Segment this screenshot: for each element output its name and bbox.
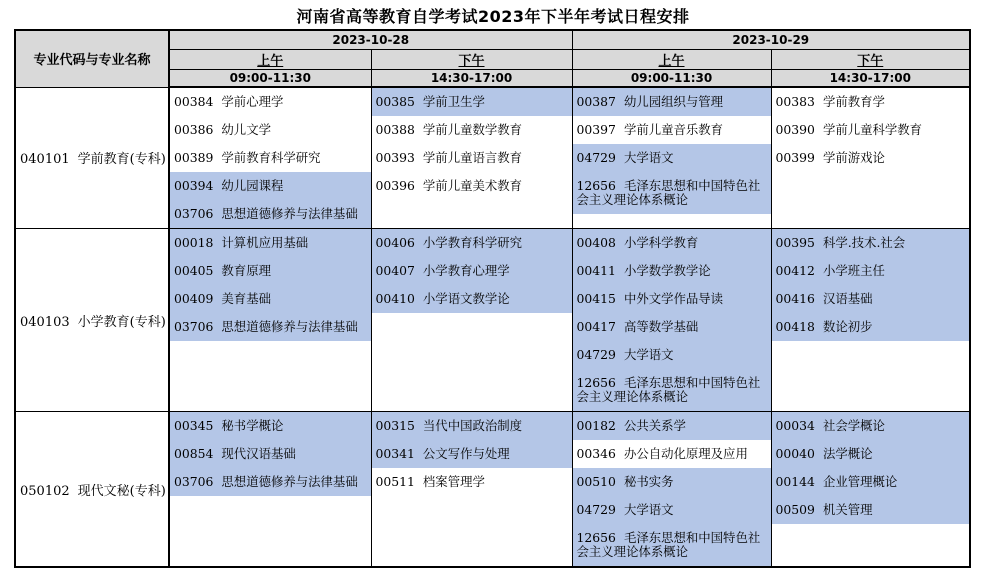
course-item <box>772 257 970 285</box>
course-code: 00854 <box>174 446 214 461</box>
major-name: 学前教育(专科) <box>77 152 166 168</box>
course-code: 00409 <box>174 291 214 306</box>
course-item <box>170 88 371 116</box>
course-item <box>573 369 771 411</box>
course-name: 办公自动化原理及应用 <box>623 446 748 461</box>
course-name: 幼儿文学 <box>221 122 271 137</box>
course-item <box>170 229 371 257</box>
course-code: 00395 <box>775 235 815 250</box>
course-code: 00410 <box>375 291 415 306</box>
course-code: 00405 <box>174 263 214 278</box>
course-item <box>170 412 371 440</box>
course-code: 00388 <box>375 122 415 137</box>
course-item <box>772 313 970 341</box>
time-header-day2-am: 09:00-11:30 <box>572 69 771 87</box>
course-item <box>573 257 771 285</box>
course-item <box>573 412 771 440</box>
course-item <box>170 257 371 285</box>
table-header <box>15 30 970 87</box>
course-name: 小学班主任 <box>822 263 885 278</box>
session-cell-day1-pm <box>371 412 572 568</box>
course-code: 03706 <box>174 319 214 334</box>
course-name: 学前卫生学 <box>422 94 485 109</box>
course-name: 小学教育心理学 <box>422 263 510 278</box>
course-item <box>573 88 771 116</box>
course-code: 00018 <box>174 235 214 250</box>
course-name: 毛泽东思想和中国特色社会主义理论体系概论 <box>576 375 761 404</box>
session-cell-day2-am <box>572 87 771 229</box>
course-code: 00510 <box>576 474 616 489</box>
course-name: 公文写作与处理 <box>422 446 510 461</box>
major-label <box>15 87 169 229</box>
session-cell-day2-pm <box>771 229 970 412</box>
session-cell-day1-am <box>169 87 371 229</box>
course-item <box>170 172 371 200</box>
course-name: 大学语文 <box>623 502 674 517</box>
course-name: 幼儿园课程 <box>221 178 284 193</box>
course-code: 00411 <box>576 263 616 278</box>
course-name: 档案管理学 <box>422 474 485 489</box>
course-code: 00315 <box>375 418 415 433</box>
course-item <box>170 440 371 468</box>
course-item <box>573 144 771 172</box>
course-name: 企业管理概论 <box>822 474 898 489</box>
course-item <box>772 412 970 440</box>
course-item <box>573 524 771 566</box>
course-name: 秘书学概论 <box>221 418 284 433</box>
course-item <box>372 468 572 496</box>
session-cell-day2-pm <box>771 87 970 229</box>
course-item <box>573 341 771 369</box>
course-name: 学前儿童音乐教育 <box>623 122 724 137</box>
course-code: 00399 <box>775 150 815 165</box>
page-title: 河南省高等教育自学考试2023年下半年考试日程安排 <box>296 7 690 26</box>
major-code: 040101 <box>20 152 70 168</box>
course-name: 大学语文 <box>623 150 674 165</box>
course-name: 大学语文 <box>623 347 674 362</box>
course-item <box>372 88 572 116</box>
date-header-day1: 2023-10-28 <box>169 30 572 49</box>
course-name: 小学科学教育 <box>623 235 699 250</box>
course-code: 00394 <box>174 178 214 193</box>
course-item <box>372 257 572 285</box>
course-item <box>573 285 771 313</box>
period-header-day2-pm: 下午 <box>771 49 970 69</box>
course-name: 小学教育科学研究 <box>422 235 523 250</box>
period-header-day2-am: 上午 <box>572 49 771 69</box>
course-code: 00416 <box>775 291 815 306</box>
course-code: 00346 <box>576 446 616 461</box>
course-item <box>772 440 970 468</box>
course-item <box>372 285 572 313</box>
course-item <box>372 440 572 468</box>
course-item <box>573 468 771 496</box>
course-code: 12656 <box>576 530 616 545</box>
course-item <box>372 172 572 200</box>
course-name: 学前儿童语言教育 <box>422 150 523 165</box>
course-code: 00509 <box>775 502 815 517</box>
course-code: 00389 <box>174 150 214 165</box>
course-item <box>573 229 771 257</box>
course-item <box>772 285 970 313</box>
course-code: 12656 <box>576 375 616 390</box>
course-name: 高等数学基础 <box>623 319 699 334</box>
course-item <box>170 468 371 496</box>
course-name: 学前儿童数学教育 <box>422 122 523 137</box>
session-cell-day1-am <box>169 229 371 412</box>
course-item <box>772 116 970 144</box>
date-header-day2: 2023-10-29 <box>572 30 970 49</box>
session-cell-day2-am <box>572 412 771 568</box>
course-name: 学前游戏论 <box>822 150 885 165</box>
course-code: 12656 <box>576 178 616 193</box>
course-item <box>573 440 771 468</box>
course-code: 00034 <box>775 418 815 433</box>
course-code: 04729 <box>576 347 616 362</box>
course-code: 00341 <box>375 446 415 461</box>
course-code: 00385 <box>375 94 415 109</box>
course-code: 00182 <box>576 418 616 433</box>
session-cell-day1-am <box>169 412 371 568</box>
course-item <box>170 200 371 228</box>
course-name: 社会学概论 <box>822 418 885 433</box>
table-row <box>15 87 970 229</box>
course-code: 00412 <box>775 263 815 278</box>
course-name: 计算机应用基础 <box>221 235 309 250</box>
major-code: 040103 <box>20 314 70 330</box>
course-name: 小学语文教学论 <box>422 291 510 306</box>
course-name: 思想道德修养与法律基础 <box>221 206 358 221</box>
course-code: 00393 <box>375 150 415 165</box>
schedule-body <box>15 87 970 567</box>
course-item <box>772 229 970 257</box>
session-cell-day1-pm <box>371 87 572 229</box>
course-name: 思想道德修养与法律基础 <box>221 319 358 334</box>
course-item <box>372 116 572 144</box>
course-code: 00406 <box>375 235 415 250</box>
course-item <box>372 412 572 440</box>
course-name: 学前儿童美术教育 <box>422 178 523 193</box>
course-code: 00417 <box>576 319 616 334</box>
course-code: 00397 <box>576 122 616 137</box>
course-code: 00511 <box>375 474 415 489</box>
course-item <box>372 229 572 257</box>
table-row <box>15 229 970 412</box>
course-name: 毛泽东思想和中国特色社会主义理论体系概论 <box>576 178 761 207</box>
course-item <box>170 285 371 313</box>
course-code: 00418 <box>775 319 815 334</box>
course-name: 当代中国政治制度 <box>422 418 523 433</box>
course-code: 00144 <box>775 474 815 489</box>
course-code: 00387 <box>576 94 616 109</box>
course-code: 00386 <box>174 122 214 137</box>
course-item <box>573 172 771 214</box>
course-item <box>170 116 371 144</box>
course-item <box>573 313 771 341</box>
course-item <box>772 144 970 172</box>
time-header-day1-am: 09:00-11:30 <box>169 69 371 87</box>
course-item <box>372 144 572 172</box>
course-name: 教育原理 <box>221 263 271 278</box>
course-name: 学前教育科学研究 <box>221 150 321 165</box>
session-cell-day1-pm <box>371 229 572 412</box>
course-item <box>573 496 771 524</box>
course-item <box>772 496 970 524</box>
course-name: 学前教育学 <box>822 94 885 109</box>
course-item <box>573 116 771 144</box>
course-item <box>170 144 371 172</box>
corner-header: 专业代码与专业名称 <box>15 30 169 87</box>
course-item <box>772 468 970 496</box>
exam-schedule-table <box>14 29 971 568</box>
course-code: 00396 <box>375 178 415 193</box>
course-name: 学前儿童科学教育 <box>822 122 923 137</box>
course-code: 04729 <box>576 502 616 517</box>
course-name: 公共关系学 <box>623 418 686 433</box>
period-header-day1-am: 上午 <box>169 49 371 69</box>
course-name: 现代汉语基础 <box>221 446 296 461</box>
session-cell-day2-pm <box>771 412 970 568</box>
table-row <box>15 412 970 568</box>
session-cell-day2-am <box>572 229 771 412</box>
course-code: 03706 <box>174 206 214 221</box>
course-code: 00390 <box>775 122 815 137</box>
course-name: 美育基础 <box>221 291 271 306</box>
course-name: 机关管理 <box>822 502 873 517</box>
course-code: 00040 <box>775 446 815 461</box>
course-name: 科学.技术.社会 <box>822 235 906 250</box>
course-code: 04729 <box>576 150 616 165</box>
course-name: 毛泽东思想和中国特色社会主义理论体系概论 <box>576 530 761 559</box>
course-code: 03706 <box>174 474 214 489</box>
major-code: 050102 <box>20 483 70 499</box>
course-name: 数论初步 <box>822 319 873 334</box>
course-item <box>772 88 970 116</box>
major-name: 现代文秘(专科) <box>77 483 166 499</box>
time-header-day2-pm: 14:30-17:00 <box>771 69 970 87</box>
course-name: 小学数学教学论 <box>623 263 711 278</box>
course-name: 中外文学作品导读 <box>623 291 724 306</box>
course-code: 00407 <box>375 263 415 278</box>
course-code: 00383 <box>775 94 815 109</box>
course-name: 法学概论 <box>822 446 873 461</box>
major-name: 小学教育(专科) <box>77 314 166 330</box>
course-name: 秘书实务 <box>623 474 674 489</box>
time-header-day1-pm: 14:30-17:00 <box>371 69 572 87</box>
course-code: 00384 <box>174 94 214 109</box>
course-name: 幼儿园组织与管理 <box>623 94 724 109</box>
course-name: 思想道德修养与法律基础 <box>221 474 358 489</box>
major-label <box>15 412 169 568</box>
period-header-day1-pm: 下午 <box>371 49 572 69</box>
course-name: 学前心理学 <box>221 94 284 109</box>
course-item <box>170 313 371 341</box>
course-code: 00415 <box>576 291 616 306</box>
course-code: 00408 <box>576 235 616 250</box>
course-code: 00345 <box>174 418 214 433</box>
course-name: 汉语基础 <box>822 291 873 306</box>
major-label <box>15 229 169 412</box>
